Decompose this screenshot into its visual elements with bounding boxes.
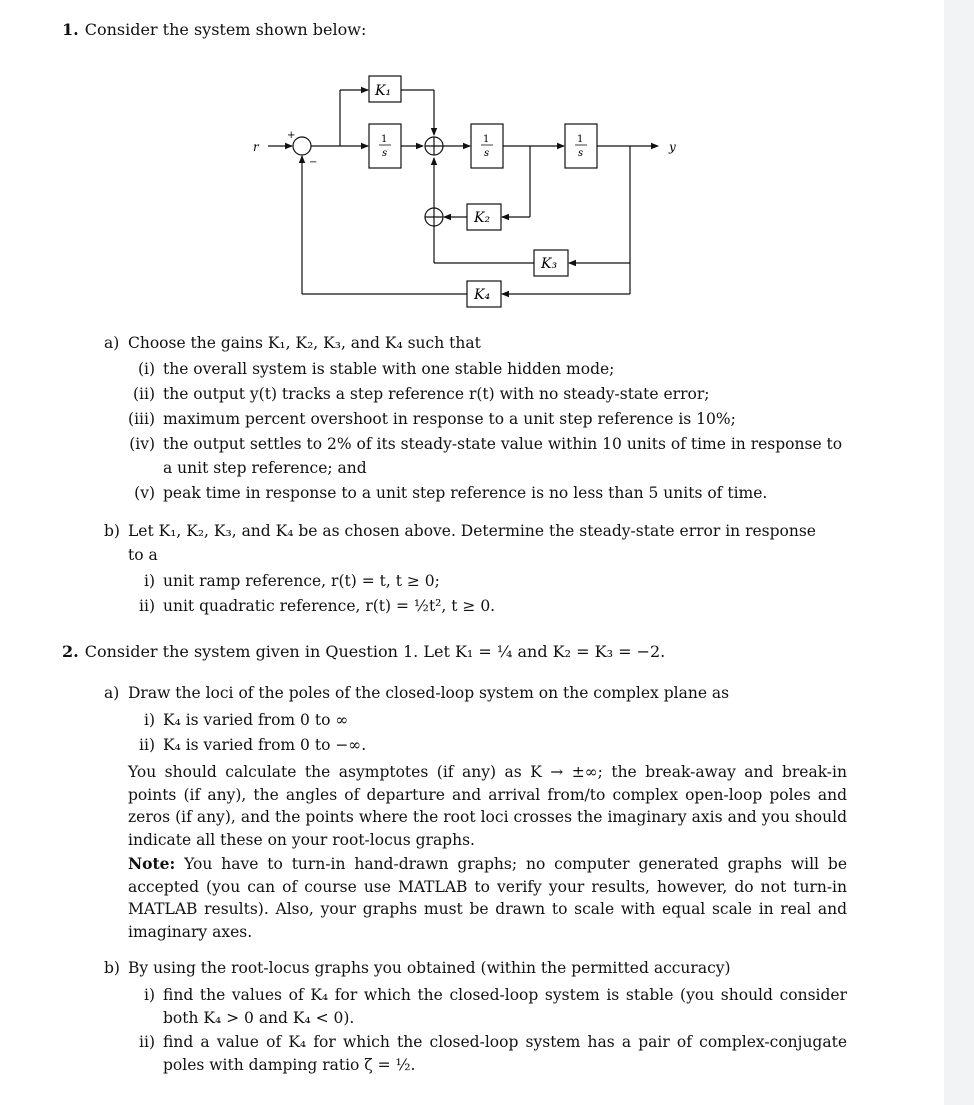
q2a-item-1: i) K₄ is varied from 0 to ∞ bbox=[143, 711, 349, 729]
k2-label: K₂ bbox=[474, 210, 491, 226]
right-margin-strip bbox=[944, 0, 974, 1105]
block-diagram bbox=[240, 70, 710, 310]
q1a-item-5: (v) peak time in response to a unit step reference is no less than 5 units of time. bbox=[134, 484, 768, 502]
q2b-intro: b) By using the root-locus graphs you obtained (within the permitted accuracy) bbox=[104, 956, 731, 980]
int2-den: s bbox=[484, 148, 490, 159]
q2-number: 2. bbox=[62, 642, 79, 661]
q1b-item-2: ii) unit quadratic reference, r(t) = ½t², t ≥ 0. bbox=[139, 597, 496, 615]
q2a-intro: a) Draw the loci of the poles of the closed-loop system on the complex plane as bbox=[104, 681, 729, 705]
q1-heading-text: Consider the system shown below: bbox=[84, 20, 367, 39]
output-label: y bbox=[669, 140, 676, 154]
q1a-item-3: (iii) maximum percent overshoot in response to a unit step reference is 10%; bbox=[128, 410, 736, 428]
q2a-note-label: Note: bbox=[128, 854, 176, 873]
q2a-note bbox=[128, 853, 847, 943]
q2a-paragraph: You should calculate the asymptotes (if any) as K → ±∞; the break-away and break-in points (if any), the angles of departure and arrival from/to complex open-loop poles and zeros (if any), and the points where the root loci crosses the imaginary axis and you should indicate all these on your root-locus graphs. bbox=[128, 763, 847, 849]
integrator-2-block bbox=[471, 124, 503, 168]
int3-den: s bbox=[578, 148, 584, 159]
q1a-intro bbox=[104, 331, 481, 355]
int3-num: 1 bbox=[577, 134, 584, 145]
q2a-item-2: ii) K₄ is varied from 0 to −∞. bbox=[139, 736, 367, 754]
k1-label: K₁ bbox=[375, 83, 392, 99]
q2-heading bbox=[62, 642, 665, 661]
int1-den: s bbox=[382, 148, 388, 159]
q2b-item-2: ii) find a value of K₄ for which the closed-loop system has a pair of complex-conjugate poles with damping ratio ζ = ½. bbox=[139, 1033, 847, 1074]
k3-label: K₃ bbox=[541, 256, 558, 272]
q1a-item-4-cont: a unit step reference; and bbox=[163, 459, 367, 477]
q1a-intro-text: Choose the gains K₁, K₂, K₃, and K₄ such that bbox=[128, 334, 481, 352]
int1-num: 1 bbox=[381, 134, 388, 145]
integrator-1-block bbox=[369, 124, 401, 168]
q2b-item-1: i) find the values of K₄ for which the closed-loop system is stable (you should consider both K₄ > 0 and K₄ < 0). bbox=[143, 986, 847, 1027]
q2b-label: b) bbox=[104, 959, 120, 977]
k4-label: K₄ bbox=[474, 287, 491, 303]
summer-1-plus: + bbox=[287, 130, 296, 141]
integrator-3-block bbox=[565, 124, 597, 168]
summer-1 bbox=[293, 137, 311, 155]
q1a-item-1: (i) the overall system is stable with one stable hidden mode; bbox=[137, 360, 615, 378]
q1a-item-4: (iv) the output settles to 2% of its steady-state value within 10 units of time in response to bbox=[129, 435, 843, 453]
q1b-line-2: to a bbox=[128, 546, 158, 564]
int2-num: 1 bbox=[483, 134, 490, 145]
q1b-line-1: b) Let K₁, K₂, K₃, and K₄ be as chosen above. Determine the steady-state error in response bbox=[104, 519, 816, 543]
q1a-label: a) bbox=[104, 334, 120, 352]
q2a-label: a) bbox=[104, 684, 120, 702]
q1b-label: b) bbox=[104, 522, 120, 540]
q1b-item-1: i) unit ramp reference, r(t) = t, t ≥ 0; bbox=[143, 572, 440, 590]
input-label: r bbox=[253, 140, 259, 154]
q2-heading-text: Consider the system given in Question 1. Let K₁ = ¼ and K₂ = K₃ = −2. bbox=[84, 642, 666, 661]
q1a-item-2: (ii) the output y(t) tracks a step reference r(t) with no steady-state error; bbox=[132, 385, 710, 403]
q2a-note-text: You have to turn-in hand-drawn graphs; no computer generated graphs will be accepted (you can of course use MATLAB to verify your results, however, do not turn-in MATLAB results). Also, your graphs must be drawn to scale with equal scale in real and imaginary axes. bbox=[128, 855, 847, 941]
q1-heading bbox=[62, 20, 366, 39]
q1-number: 1. bbox=[62, 20, 79, 39]
summer-1-minus: − bbox=[309, 157, 318, 168]
